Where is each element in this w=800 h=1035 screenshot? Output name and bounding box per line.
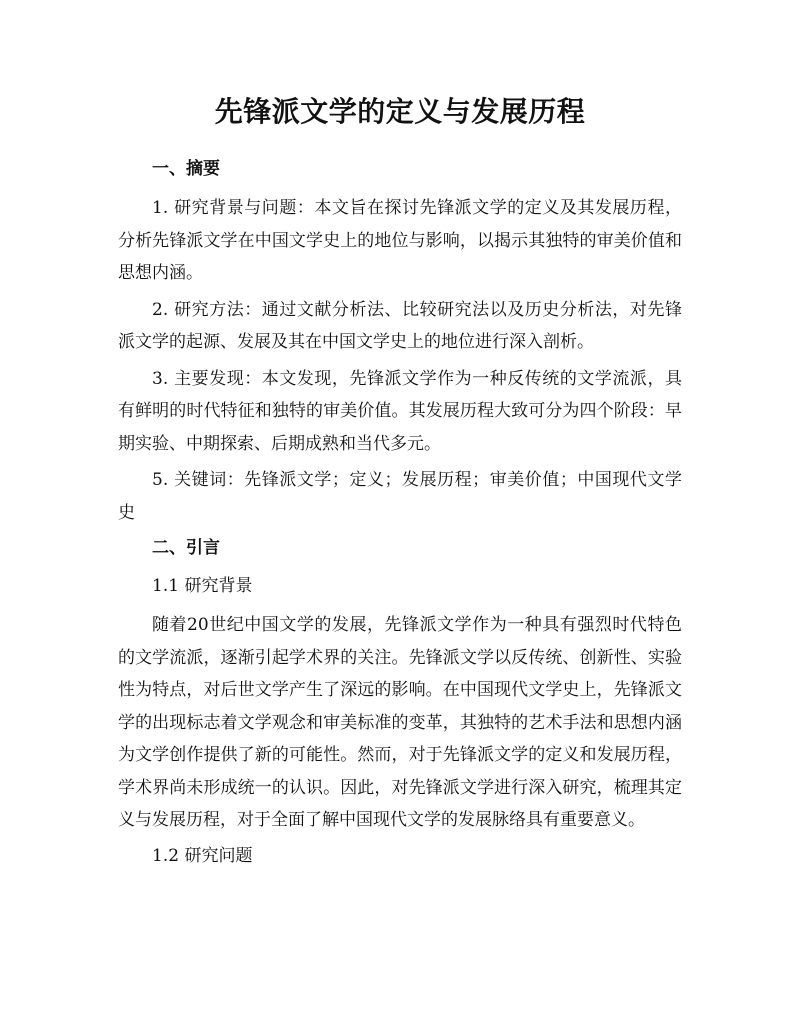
abstract-item-background: 1. 研究背景与问题：本文旨在探讨先锋派文学的定义及其发展历程，分析先锋派文学在中国文学史上的地位与影响，以揭示其独特的审美价值和思想内涵。 xyxy=(118,198,682,283)
abstract-item-findings: 3. 主要发现：本文发现，先锋派文学作为一种反传统的文学流派，具有鲜明的时代特征和独特的审美价值。其发展历程大致可分为四个阶段：早期实验、中期探索、后期成熟和当代多元。 xyxy=(118,368,682,454)
section-heading-abstract: 一、摘要 xyxy=(152,159,220,179)
background-paragraph: 随着20世纪中国文学的发展，先锋派文学作为一种具有强烈时代特色的文学流派，逐渐引起学术界的关注。先锋派文学以反传统、创新性、实验性为特点，对后世文学产生了深远的影响。在中国现代文学史上，先锋派文学的出现标志着文学观念和审美标准的变革，其独特的艺术手法和思想内涵为文学创作提供了新的可能性。然而，对于先锋派文学的定义和发展历程，学术界尚未形成统一的认识。因此，对先锋派文学进行深入研究，梳理其定义与发展历程，对于全面了解中国现代文学的发展脉络具有重要意义。 xyxy=(118,615,682,830)
abstract-item-keywords: 5. 关键词：先锋派文学；定义；发展历程；审美价值；中国现代文学史 xyxy=(118,470,682,523)
subsection-heading-research-questions: 1.2 研究问题 xyxy=(152,845,253,866)
section-heading-introduction: 二、引言 xyxy=(152,538,220,558)
subsection-heading-background: 1.1 研究背景 xyxy=(152,576,253,596)
abstract-item-methods: 2. 研究方法：通过文献分析法、比较研究法以及历史分析法，对先锋派文学的起源、发展及其在中国文学史上的地位进行深入剖析。 xyxy=(118,299,682,352)
document-title: 先锋派文学的定义与发展历程 xyxy=(214,95,586,128)
